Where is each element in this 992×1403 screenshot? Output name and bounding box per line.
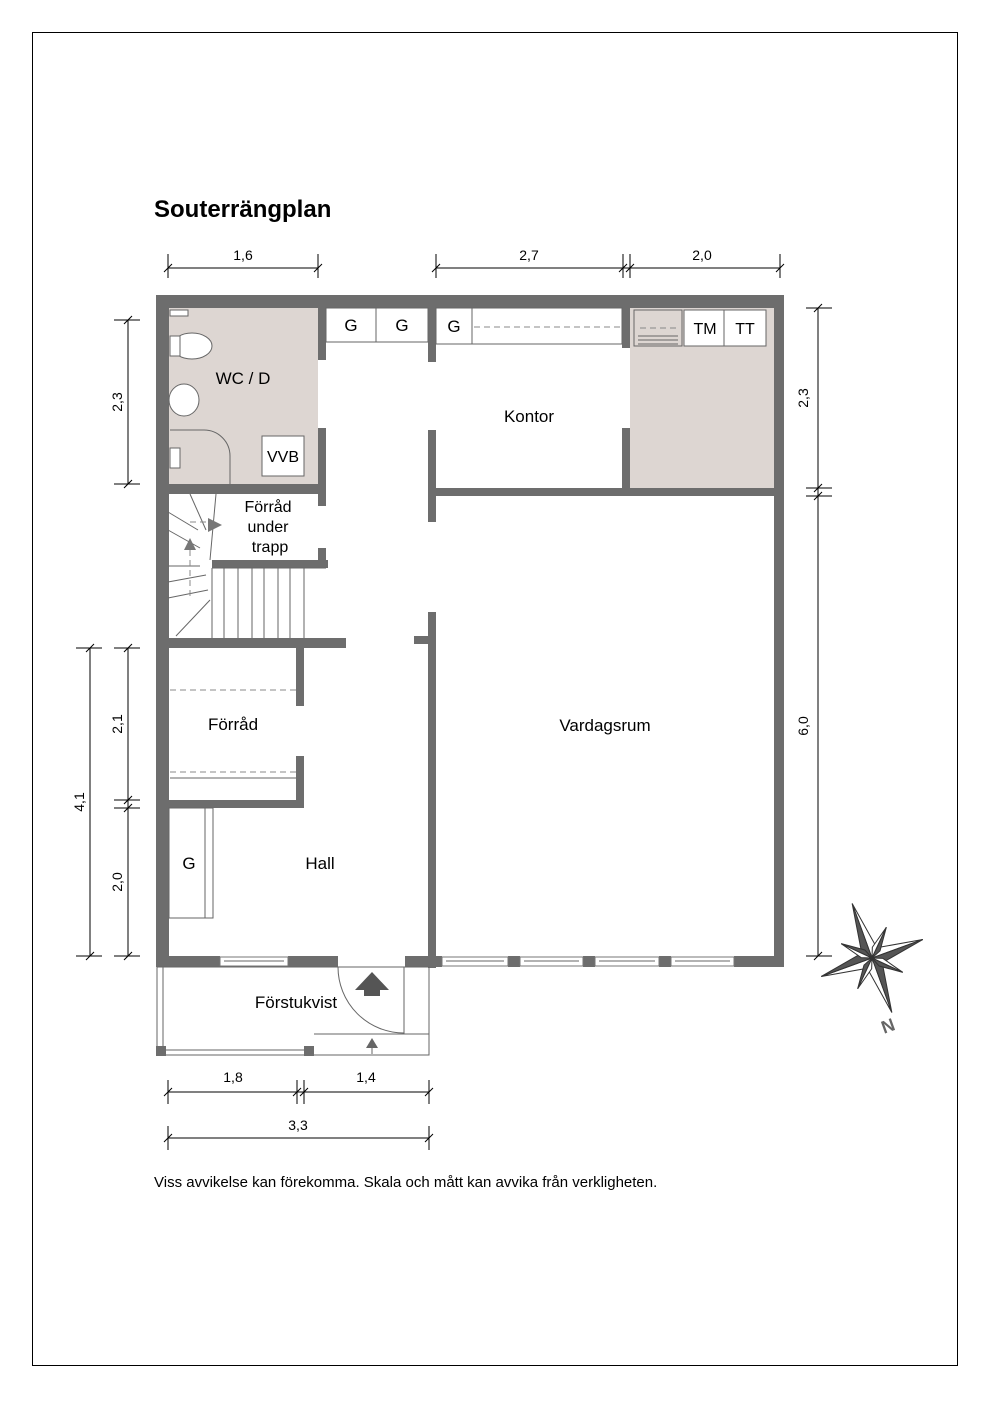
wall-stair-bottom — [168, 638, 346, 648]
label-tm: TM — [693, 321, 717, 338]
wall-forrad-right-b — [296, 756, 304, 806]
wall-stair-top — [212, 560, 328, 568]
room-label-forstukvist: Förstukvist — [254, 993, 338, 1012]
wall-left — [156, 295, 169, 967]
wall-bottom-p3 — [659, 956, 671, 967]
wall-kontor-bottom — [436, 488, 774, 496]
wardrobe-label-3: G — [447, 317, 461, 336]
wall-kontor-left-a — [428, 308, 436, 362]
room-label-kontor: Kontor — [503, 407, 555, 426]
dim-top-left: 1,6 — [233, 247, 253, 263]
dim-top-right: 2,0 — [692, 247, 712, 263]
dim-bottom-right: 1,4 — [356, 1069, 376, 1085]
compass-rose-icon — [801, 885, 942, 1031]
dim-right-top: 2,3 — [795, 388, 811, 408]
wall-top — [156, 295, 783, 308]
room-label-forrad-under-1: Förråd — [244, 499, 292, 516]
dim-left-total: 4,1 — [71, 792, 87, 812]
entry-arrow-icon — [355, 972, 389, 996]
wall-bottom-p2 — [583, 956, 595, 967]
wall-wc-bottom — [168, 484, 318, 494]
wall-bottom-right — [734, 956, 784, 967]
wall-laundry-left-a — [622, 308, 630, 348]
dim-left-hall: 2,0 — [109, 872, 125, 892]
wall-right — [774, 295, 784, 967]
disclaimer-text: Viss avvikelse kan förekomma. Skala och mått kan avvika från verkligheten. — [154, 1174, 658, 1191]
wall-bottom-mid — [288, 956, 338, 967]
dim-top-middle: 2,7 — [519, 247, 539, 263]
wall-vardag-stub — [414, 636, 428, 644]
room-label-vardagsrum: Vardagsrum — [559, 716, 651, 735]
dimension-left — [76, 316, 140, 960]
room-label-forrad-under-3: trapp — [251, 539, 289, 556]
step-arrow-icon — [366, 1038, 378, 1048]
wardrobe-top-4 — [472, 308, 622, 344]
wall-stair-right — [318, 548, 326, 562]
wardrobe-label-1: G — [344, 316, 358, 335]
wall-bottom-door — [405, 956, 442, 967]
stair-arrow-right — [208, 518, 222, 532]
label-tt: TT — [735, 321, 755, 338]
compass-north-label: N — [878, 1014, 898, 1038]
wall-wc-right-b — [318, 428, 326, 506]
dim-bottom-left: 1,8 — [223, 1069, 243, 1085]
wardrobe-label-2: G — [395, 316, 409, 335]
label-vvb: VVB — [266, 449, 300, 466]
dimension-bottom — [164, 1080, 433, 1150]
dim-left-wc: 2,3 — [109, 392, 125, 412]
room-label-wc: WC / D — [215, 369, 271, 388]
wall-wc-right-a — [318, 308, 326, 360]
wall-forrad-bottom — [168, 800, 304, 808]
wall-laundry-left-b — [622, 428, 630, 492]
shelf-wc — [170, 310, 188, 316]
wall-bottom-left — [156, 956, 220, 967]
room-label-forrad-under-2: under — [247, 519, 289, 536]
wall-forrad-right-a — [296, 648, 304, 706]
page-title: Souterrängplan — [154, 196, 332, 223]
room-label-forrad: Förråd — [207, 715, 259, 734]
dim-left-forrad: 2,1 — [109, 714, 125, 734]
wall-bottom-p1 — [508, 956, 520, 967]
room-label-hall: Hall — [305, 854, 335, 873]
dim-right-bottom: 6,0 — [795, 716, 811, 736]
wall-vardag-left — [428, 612, 436, 968]
dimension-top — [164, 254, 784, 278]
wall-kontor-left-b — [428, 430, 436, 522]
wardrobe-label-hall: G — [182, 854, 196, 873]
washbasin-icon — [169, 384, 199, 416]
dim-bottom-total: 3,3 — [288, 1117, 308, 1133]
